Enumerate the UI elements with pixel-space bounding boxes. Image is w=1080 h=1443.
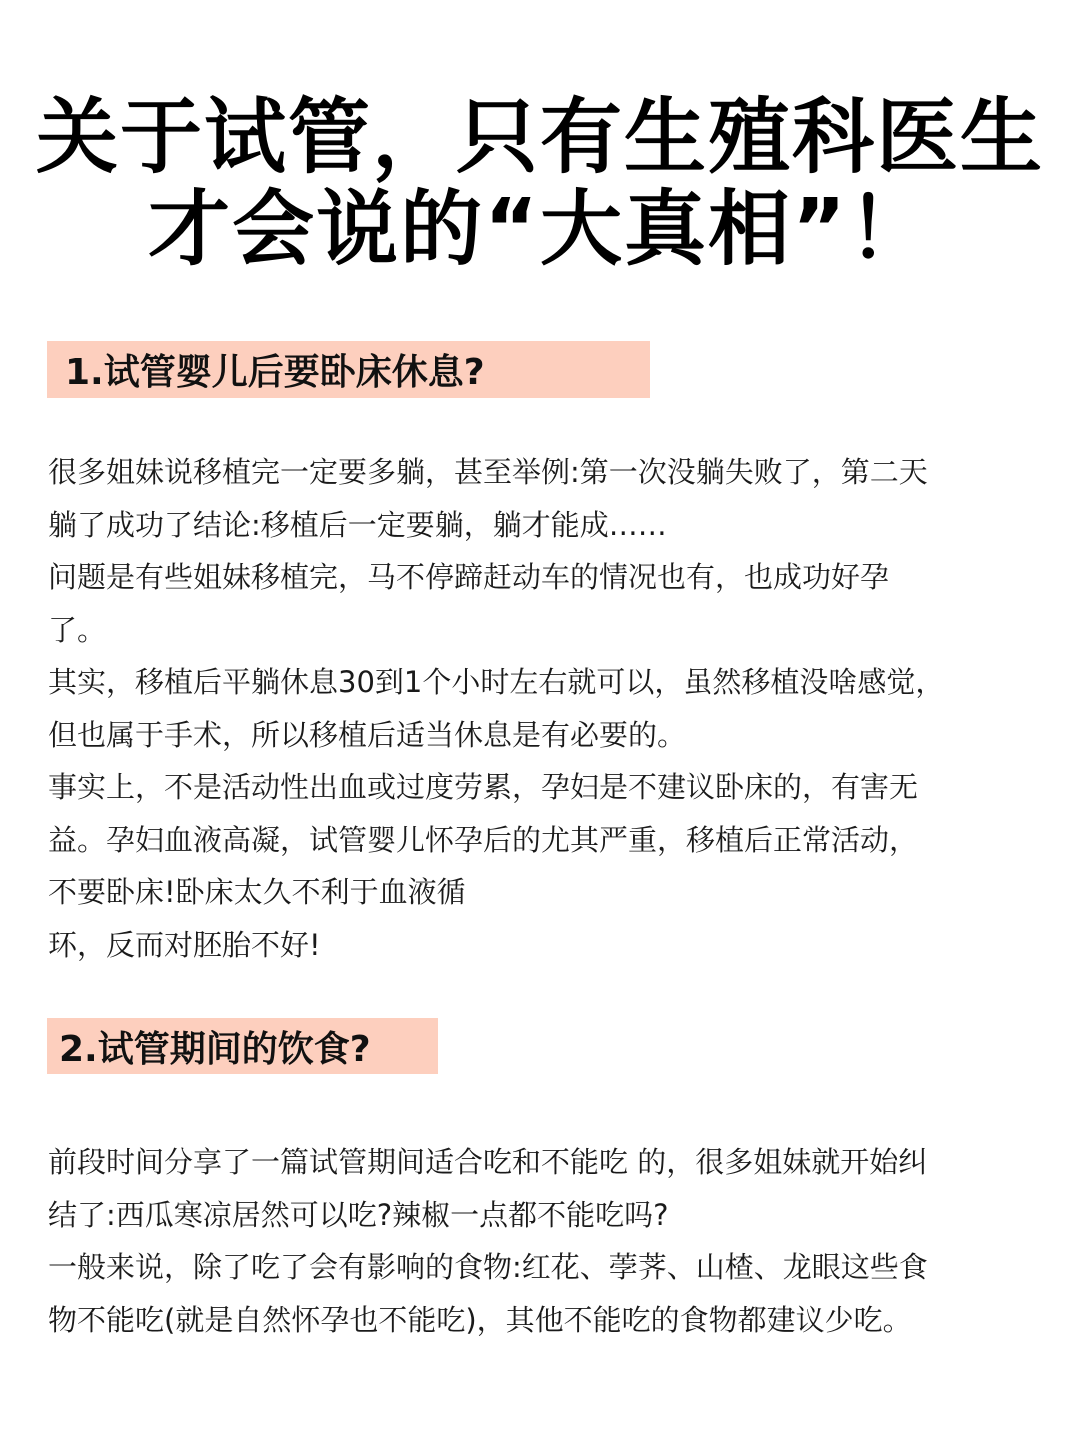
- body-line: 但也属于手术，所以移植后适当休息是有必要的。: [48, 717, 687, 752]
- body-line: 物不能吃(就是自然怀孕也不能吃)，其他不能吃的食物都建议少吃。: [48, 1302, 912, 1337]
- body-line: 不要卧床!卧床太久不利于血液循: [48, 875, 466, 909]
- body-line: 其实，移植后平躺休息30到1个小时左右就可以，虽然移植没啥感觉，: [48, 665, 945, 699]
- title-line-1: 关于试管，只有生殖科医生: [35, 90, 1044, 185]
- section-heading-text: 1.试管婴儿后要卧床休息?: [65, 352, 485, 393]
- body-line: 躺了成功了结论:移植后一定要躺，躺才能成……: [48, 507, 667, 542]
- body-line: 了。: [48, 612, 107, 647]
- section-heading-text: 2.试管期间的饮食?: [59, 1028, 371, 1070]
- section-body-1: [48, 446, 1038, 971]
- body-line: 问题是有些姐妹移植完，马不停蹄赶动车的情况也有，也成功好孕: [48, 560, 890, 594]
- section-heading-2: [47, 1018, 438, 1074]
- page-title: [0, 92, 1080, 276]
- body-line: 前段时间分享了一篇试管期间适合吃和不能吃 的，很多姐妹就开始纠: [48, 1145, 928, 1179]
- body-line: 事实上，不是活动性出血或过度劳累，孕妇是不建议卧床的，有害无: [48, 770, 919, 804]
- title-line-2: 才会说的“大真相”！: [148, 182, 932, 277]
- body-line: 益。孕妇血液高凝，试管婴儿怀孕后的尤其严重，移植后正常活动，: [48, 822, 919, 857]
- section-body-2: [48, 1136, 1038, 1346]
- section-heading-1: [47, 341, 650, 398]
- body-line: 环，反而对胚胎不好!: [48, 927, 321, 962]
- body-line: 结了:西瓜寒凉居然可以吃?辣椒一点都不能吃吗?: [48, 1197, 669, 1232]
- body-line: 一般来说，除了吃了会有影响的食物:红花、荸荠、山楂、龙眼这些食: [48, 1250, 928, 1284]
- body-line: 很多姐妹说移植完一定要多躺，甚至举例:第一次没躺失败了，第二天: [48, 455, 928, 489]
